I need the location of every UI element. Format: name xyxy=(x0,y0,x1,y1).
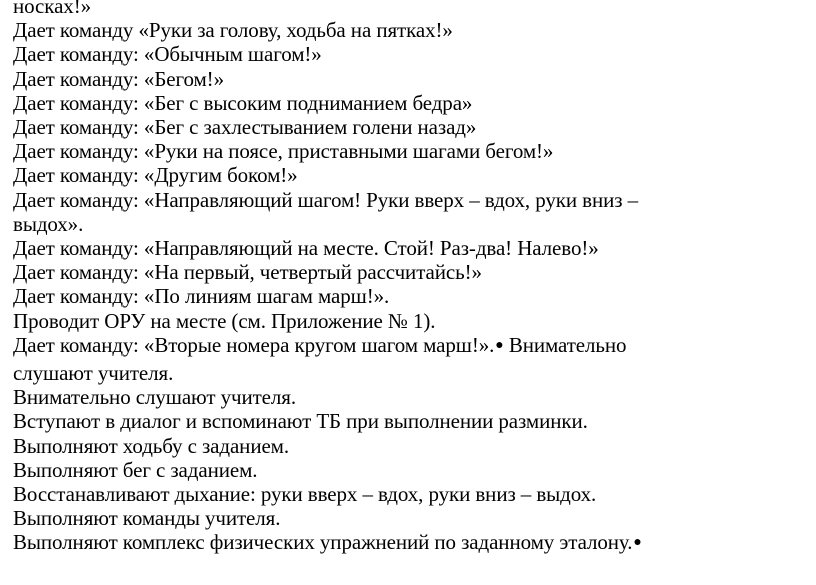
text-line-with-bullet xyxy=(13,530,813,558)
text-line: Дает команду: «На первый, четвертый рассчитайсь!» xyxy=(13,260,482,285)
text-line: Дает команду: «Другим боком!» xyxy=(13,163,298,188)
bullet-icon: ● xyxy=(633,535,642,551)
text-line-with-bullet xyxy=(13,333,813,361)
document-text xyxy=(13,0,813,559)
text-line: слушают учителя. xyxy=(13,361,174,386)
bullet-icon: ● xyxy=(495,337,504,353)
text-segment: Внимательно xyxy=(508,332,627,357)
text-line: Дает команду: «Обычным шагом!» xyxy=(13,42,322,67)
text-line: носках!» xyxy=(13,0,91,18)
text-line: Выполняют бег с заданием. xyxy=(13,457,258,482)
text-line: Дает команду «Руки за голову, ходьба на пятках!» xyxy=(13,18,453,43)
text-line: Дает команду: «Бег с захлестыванием голени назад» xyxy=(13,115,477,140)
text-line: Дает команду: «По линиям шагам марш!». xyxy=(13,284,390,309)
text-line: Выполняют команды учителя. xyxy=(13,506,281,531)
text-line: Внимательно слушают учителя. xyxy=(13,385,296,410)
text-line: Дает команду: «Направляющий на месте. Стой! Раз-два! Налево!» xyxy=(13,236,599,261)
text-line: Дает команду: «Направляющий шагом! Руки вверх – вдох, руки вниз – xyxy=(13,187,638,212)
text-line: Выполняют ходьбу с заданием. xyxy=(13,433,290,458)
text-line: Проводит ОРУ на месте (см. Приложение № 1). xyxy=(13,308,436,333)
text-segment: Дает команду: «Вторые номера кругом шагом марш!». xyxy=(13,332,495,357)
text-line: Дает команду: «Бегом!» xyxy=(13,66,224,91)
text-segment: Выполняют комплекс физических упражнений по заданному эталону. xyxy=(13,530,633,555)
text-line: Восстанавливают дыхание: руки вверх – вдох, руки вниз – выдох. xyxy=(13,482,597,507)
text-line: Вступают в диалог и вспоминают ТБ при выполнении разминки. xyxy=(13,409,588,434)
text-line: Дает команду: «Руки на поясе, приставными шагами бегом!» xyxy=(13,139,554,164)
text-line: Дает команду: «Бег с высоким подниманием бедра» xyxy=(13,90,473,115)
text-line: выдох». xyxy=(13,211,84,236)
